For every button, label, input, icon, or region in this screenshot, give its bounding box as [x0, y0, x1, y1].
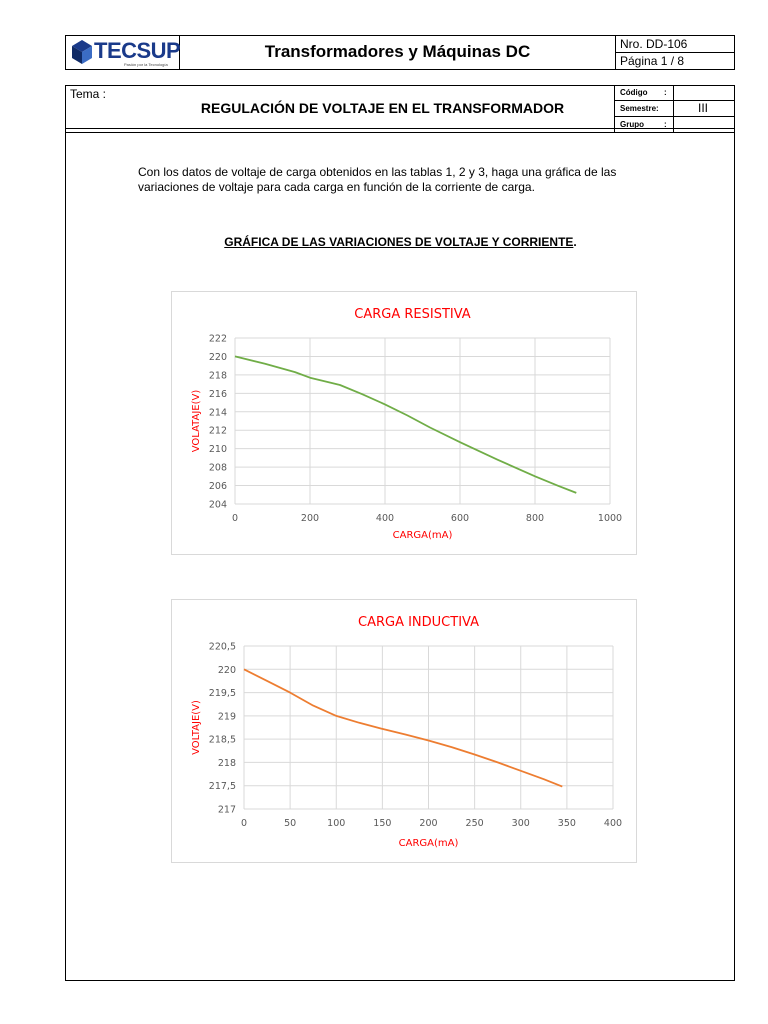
y-tick-label: 212 — [208, 425, 227, 437]
y-tick-label: 206 — [208, 481, 227, 493]
chart-resistiva-frame — [171, 291, 637, 555]
series-line — [244, 669, 562, 786]
tema-label: Tema : — [70, 87, 107, 101]
y-tick-label: 222 — [208, 333, 227, 345]
y-tick-label: 216 — [208, 388, 227, 400]
x-tick-label: 350 — [557, 818, 576, 829]
x-tick-label: 100 — [327, 818, 346, 829]
series-line — [235, 356, 576, 493]
x-tick-label: 400 — [603, 818, 623, 829]
x-axis-label: CARGA(mA) — [392, 530, 453, 541]
x-tick-label: 200 — [300, 513, 320, 524]
x-tick-label: 600 — [450, 513, 470, 524]
y-axis-label: VOLTAJE(V) — [191, 700, 202, 755]
y-tick-label: 219 — [217, 711, 236, 723]
grupo-label: Grupo — [620, 120, 644, 129]
semestre-label: Semestre: — [620, 104, 659, 113]
x-tick-label: 800 — [525, 513, 545, 524]
x-axis-label: CARGA(mA) — [398, 838, 459, 849]
y-tick-label: 210 — [208, 444, 227, 456]
codigo-label: Código — [620, 88, 648, 97]
section-heading-text: GRÁFICA DE LAS VARIACIONES DE VOLTAJE Y CORRIENTE — [224, 235, 574, 249]
y-tick-label: 208 — [208, 462, 227, 474]
semestre-value: III — [698, 101, 709, 115]
y-tick-label: 218 — [217, 757, 236, 769]
tecsup-logo — [72, 38, 181, 68]
x-tick-label: 0 — [231, 513, 239, 524]
y-tick-label: 220,5 — [208, 641, 236, 653]
y-tick-label: 220 — [217, 664, 236, 676]
x-tick-label: 50 — [284, 818, 297, 829]
doc-number: Nro. DD-106 — [620, 37, 688, 51]
x-tick-label: 1000 — [597, 513, 623, 524]
x-tick-label: 400 — [375, 513, 395, 524]
y-axis-label: VOLATAJE(V) — [191, 389, 202, 453]
section-heading — [138, 235, 663, 249]
x-tick-label: 250 — [465, 818, 484, 829]
chart-title: CARGA INDUCTIVA — [358, 615, 479, 630]
grupo-colon: : — [664, 120, 667, 129]
codigo-colon: : — [664, 88, 667, 97]
instructions-text: Con los datos de voltaje de carga obtenidos en las tablas 1, 2 y 3, haga una gráfica de las variaciones de voltaje para cada carga en función de la corriente de carga. — [138, 165, 617, 194]
codigo-value-cell — [673, 85, 735, 101]
x-tick-label: 150 — [373, 818, 392, 829]
y-tick-label: 214 — [208, 407, 227, 419]
y-tick-label: 217 — [217, 804, 236, 816]
y-tick-label: 219,5 — [208, 688, 236, 700]
y-tick-label: 218,5 — [208, 734, 236, 746]
course-title: Transformadores y Máquinas DC — [264, 42, 531, 61]
logo-tagline: Pasión por la Tecnología — [124, 62, 168, 67]
y-tick-label: 220 — [208, 351, 227, 363]
topic-title: REGULACIÓN DE VOLTAJE EN EL TRANSFORMADOR — [200, 100, 565, 116]
chart-resistiva — [172, 292, 636, 554]
x-tick-label: 300 — [511, 818, 530, 829]
chart-title: CARGA RESISTIVA — [354, 307, 471, 322]
section-heading-period: . — [573, 235, 577, 249]
logo-text: TECSUP — [94, 38, 181, 63]
y-tick-label: 217,5 — [208, 781, 236, 793]
y-tick-label: 204 — [208, 499, 227, 511]
tecsup-logo-icon — [72, 40, 92, 64]
page-number-cell — [615, 52, 735, 70]
x-tick-label: 0 — [240, 818, 248, 829]
chart-inductiva-frame — [171, 599, 637, 863]
page-number: Página 1 / 8 — [620, 54, 685, 68]
x-tick-label: 200 — [419, 818, 438, 829]
chart-inductiva — [172, 600, 636, 862]
y-tick-label: 218 — [208, 370, 227, 382]
doc-number-cell — [615, 35, 735, 53]
